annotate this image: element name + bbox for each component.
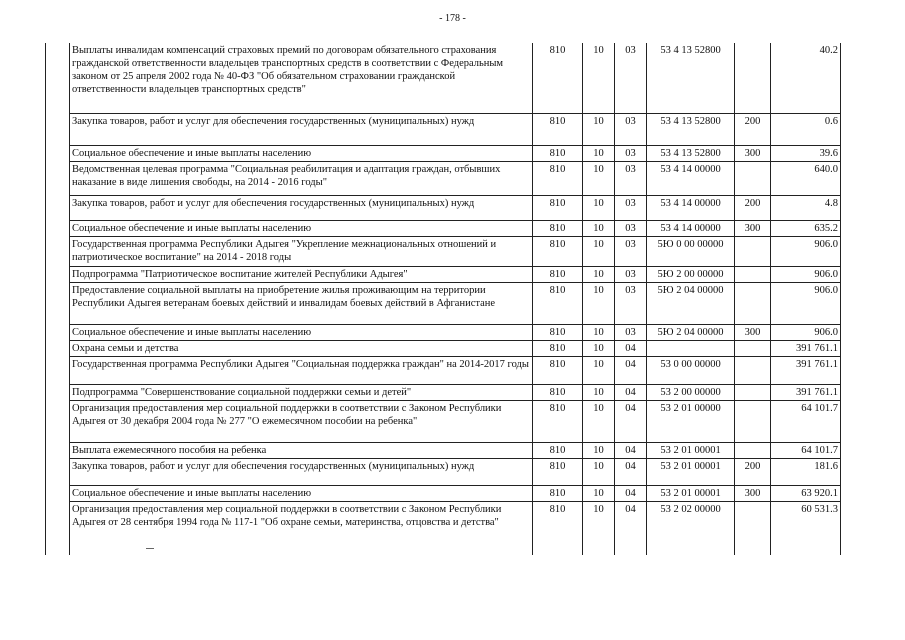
row-sum-cell: 906.0	[771, 266, 841, 282]
row-pr-cell: 04	[615, 442, 647, 458]
row-margin-cell	[46, 161, 70, 195]
row-name-cell: Социальное обеспечение и иные выплаты населению	[70, 145, 533, 161]
row-name-cell: Выплаты инвалидам компенсаций страховых премий по договорам обязательного страхования гражданской ответственности владельцев транспортных средств в соответствии с Федеральным законом от 25 апреля 2002 года № 40-ФЗ "Об обязательном страховании гражданской ответственности владельцев транспортных средств"	[70, 43, 533, 113]
row-csr-cell: 5Ю 2 04 00000	[647, 324, 735, 340]
table-row	[46, 161, 841, 195]
row-csr-cell: 53 4 14 00000	[647, 161, 735, 195]
row-margin-cell	[46, 220, 70, 236]
row-sum-cell: 64 101.7	[771, 400, 841, 442]
row-csr-cell: 5Ю 2 00 00000	[647, 266, 735, 282]
table-row	[46, 282, 841, 324]
row-vr-cell	[735, 356, 771, 384]
row-name-cell: Подпрограмма "Совершенствование социальной поддержки семьи и детей"	[70, 384, 533, 400]
table-row	[46, 442, 841, 458]
table-row	[46, 266, 841, 282]
page-number: - 178 -	[439, 13, 466, 24]
row-ved-cell: 810	[533, 145, 583, 161]
row-csr-cell: 53 4 13 52800	[647, 113, 735, 145]
row-rz-cell: 10	[583, 113, 615, 145]
row-name-cell: Охрана семьи и детства	[70, 340, 533, 356]
row-margin-cell	[46, 266, 70, 282]
row-sum-cell: 906.0	[771, 324, 841, 340]
row-rz-cell: 10	[583, 324, 615, 340]
row-pr-cell: 04	[615, 356, 647, 384]
row-ved-cell: 810	[533, 324, 583, 340]
row-vr-cell	[735, 340, 771, 356]
row-name-cell: Выплата ежемесячного пособия на ребенка	[70, 442, 533, 458]
row-name-cell: Закупка товаров, работ и услуг для обеспечения государственных (муниципальных) нужд	[70, 458, 533, 485]
row-name-cell: Социальное обеспечение и иные выплаты населению	[70, 220, 533, 236]
row-vr-cell	[735, 501, 771, 555]
row-sum-cell: 391 761.1	[771, 356, 841, 384]
row-vr-cell	[735, 282, 771, 324]
row-sum-cell: 40.2	[771, 43, 841, 113]
row-pr-cell: 03	[615, 236, 647, 266]
row-csr-cell: 53 2 01 00001	[647, 458, 735, 485]
row-margin-cell	[46, 236, 70, 266]
table-row	[46, 485, 841, 501]
row-rz-cell: 10	[583, 236, 615, 266]
row-margin-cell	[46, 442, 70, 458]
table-row	[46, 356, 841, 384]
row-csr-cell: 53 0 00 00000	[647, 356, 735, 384]
table-row	[46, 145, 841, 161]
row-name-cell: Закупка товаров, работ и услуг для обеспечения государственных (муниципальных) нужд	[70, 195, 533, 220]
budget-table	[45, 43, 841, 555]
row-rz-cell: 10	[583, 43, 615, 113]
row-sum-cell: 635.2	[771, 220, 841, 236]
row-name-cell: Закупка товаров, работ и услуг для обеспечения государственных (муниципальных) нужд	[70, 113, 533, 145]
page-mark	[146, 548, 154, 549]
row-rz-cell: 10	[583, 266, 615, 282]
row-rz-cell: 10	[583, 501, 615, 555]
row-vr-cell	[735, 161, 771, 195]
row-pr-cell: 03	[615, 282, 647, 324]
row-rz-cell: 10	[583, 282, 615, 324]
row-sum-cell: 391 761.1	[771, 340, 841, 356]
row-sum-cell: 181.6	[771, 458, 841, 485]
row-csr-cell: 53 4 14 00000	[647, 195, 735, 220]
row-pr-cell: 03	[615, 145, 647, 161]
row-pr-cell: 04	[615, 400, 647, 442]
row-ved-cell: 810	[533, 356, 583, 384]
row-vr-cell: 200	[735, 195, 771, 220]
row-sum-cell: 640.0	[771, 161, 841, 195]
row-vr-cell	[735, 400, 771, 442]
row-pr-cell: 04	[615, 501, 647, 555]
row-rz-cell: 10	[583, 384, 615, 400]
row-ved-cell: 810	[533, 195, 583, 220]
row-ved-cell: 810	[533, 220, 583, 236]
row-sum-cell: 0.6	[771, 113, 841, 145]
row-ved-cell: 810	[533, 236, 583, 266]
row-rz-cell: 10	[583, 340, 615, 356]
row-pr-cell: 04	[615, 384, 647, 400]
row-sum-cell: 391 761.1	[771, 384, 841, 400]
row-pr-cell: 03	[615, 220, 647, 236]
row-csr-cell: 53 4 13 52800	[647, 43, 735, 113]
row-rz-cell: 10	[583, 145, 615, 161]
row-margin-cell	[46, 400, 70, 442]
row-ved-cell: 810	[533, 400, 583, 442]
row-rz-cell: 10	[583, 161, 615, 195]
row-ved-cell: 810	[533, 501, 583, 555]
table-row	[46, 340, 841, 356]
row-vr-cell	[735, 384, 771, 400]
row-margin-cell	[46, 485, 70, 501]
row-pr-cell: 03	[615, 266, 647, 282]
row-csr-cell: 5Ю 2 04 00000	[647, 282, 735, 324]
row-sum-cell: 39.6	[771, 145, 841, 161]
row-sum-cell: 60 531.3	[771, 501, 841, 555]
row-pr-cell: 03	[615, 43, 647, 113]
row-vr-cell: 200	[735, 113, 771, 145]
row-csr-cell: 53 4 14 00000	[647, 220, 735, 236]
row-ved-cell: 810	[533, 442, 583, 458]
row-vr-cell: 200	[735, 458, 771, 485]
row-sum-cell: 64 101.7	[771, 442, 841, 458]
row-ved-cell: 810	[533, 113, 583, 145]
row-sum-cell: 63 920.1	[771, 485, 841, 501]
row-vr-cell	[735, 266, 771, 282]
table-row	[46, 400, 841, 442]
row-name-cell: Организация предоставления мер социальной поддержки в соответствии с Законом Республики Адыгея от 30 декабря 2004 года № 277 "О ежемесячном пособии на ребенка"	[70, 400, 533, 442]
row-csr-cell: 53 4 13 52800	[647, 145, 735, 161]
row-margin-cell	[46, 458, 70, 485]
row-vr-cell: 300	[735, 145, 771, 161]
row-ved-cell: 810	[533, 161, 583, 195]
row-rz-cell: 10	[583, 442, 615, 458]
row-rz-cell: 10	[583, 485, 615, 501]
row-margin-cell	[46, 384, 70, 400]
row-ved-cell: 810	[533, 384, 583, 400]
row-vr-cell: 300	[735, 485, 771, 501]
row-pr-cell: 04	[615, 458, 647, 485]
row-name-cell: Социальное обеспечение и иные выплаты населению	[70, 324, 533, 340]
row-csr-cell: 53 2 01 00001	[647, 485, 735, 501]
row-ved-cell: 810	[533, 266, 583, 282]
row-margin-cell	[46, 501, 70, 555]
row-sum-cell: 906.0	[771, 282, 841, 324]
row-vr-cell	[735, 442, 771, 458]
row-margin-cell	[46, 282, 70, 324]
row-margin-cell	[46, 195, 70, 220]
row-name-cell: Государственная программа Республики Адыгея "Социальная поддержка граждан" на 2014-2017 годы	[70, 356, 533, 384]
table-row	[46, 195, 841, 220]
table-row	[46, 220, 841, 236]
table-row	[46, 458, 841, 485]
row-rz-cell: 10	[583, 356, 615, 384]
row-ved-cell: 810	[533, 485, 583, 501]
row-csr-cell: 53 2 01 00001	[647, 442, 735, 458]
row-ved-cell: 810	[533, 282, 583, 324]
row-ved-cell: 810	[533, 43, 583, 113]
row-rz-cell: 10	[583, 400, 615, 442]
table-row	[46, 113, 841, 145]
row-sum-cell: 4.8	[771, 195, 841, 220]
row-csr-cell: 53 2 01 00000	[647, 400, 735, 442]
table-row	[46, 501, 841, 555]
row-pr-cell: 04	[615, 340, 647, 356]
table-row	[46, 43, 841, 113]
row-name-cell: Государственная программа Республики Адыгея "Укрепление межнациональных отношений и патриотическое воспитание" на 2014 - 2018 годы	[70, 236, 533, 266]
row-csr-cell: 5Ю 0 00 00000	[647, 236, 735, 266]
row-vr-cell: 300	[735, 220, 771, 236]
row-csr-cell: 53 2 00 00000	[647, 384, 735, 400]
row-rz-cell: 10	[583, 220, 615, 236]
row-rz-cell: 10	[583, 458, 615, 485]
row-pr-cell: 03	[615, 113, 647, 145]
table-row	[46, 236, 841, 266]
row-csr-cell: 53 2 02 00000	[647, 501, 735, 555]
row-name-cell: Подпрограмма "Патриотическое воспитание жителей Республики Адыгея"	[70, 266, 533, 282]
row-name-cell: Организация предоставления мер социальной поддержки в соответствии с Законом Республики Адыгея от 28 сентября 1994 года № 117-1 "Об охране семьи, материнства, отцовства и детства"	[70, 501, 533, 555]
row-pr-cell: 03	[615, 324, 647, 340]
row-margin-cell	[46, 113, 70, 145]
row-vr-cell	[735, 43, 771, 113]
row-name-cell: Социальное обеспечение и иные выплаты населению	[70, 485, 533, 501]
row-sum-cell: 906.0	[771, 236, 841, 266]
row-margin-cell	[46, 324, 70, 340]
row-pr-cell: 04	[615, 485, 647, 501]
row-margin-cell	[46, 145, 70, 161]
row-vr-cell: 300	[735, 324, 771, 340]
row-margin-cell	[46, 340, 70, 356]
row-pr-cell: 03	[615, 161, 647, 195]
row-ved-cell: 810	[533, 458, 583, 485]
table-row	[46, 324, 841, 340]
row-rz-cell: 10	[583, 195, 615, 220]
row-csr-cell	[647, 340, 735, 356]
row-ved-cell: 810	[533, 340, 583, 356]
table-row	[46, 384, 841, 400]
row-pr-cell: 03	[615, 195, 647, 220]
row-margin-cell	[46, 356, 70, 384]
row-name-cell: Предоставление социальной выплаты на приобретение жилья проживающим на территории Республики Адыгея ветеранам боевых действий и инвалидам боевых действий в Афганистане	[70, 282, 533, 324]
row-margin-cell	[46, 43, 70, 113]
row-name-cell: Ведомственная целевая программа "Социальная реабилитация и адаптация граждан, отбывших наказание в виде лишения свободы, на 2014 - 2016 годы"	[70, 161, 533, 195]
row-vr-cell	[735, 236, 771, 266]
